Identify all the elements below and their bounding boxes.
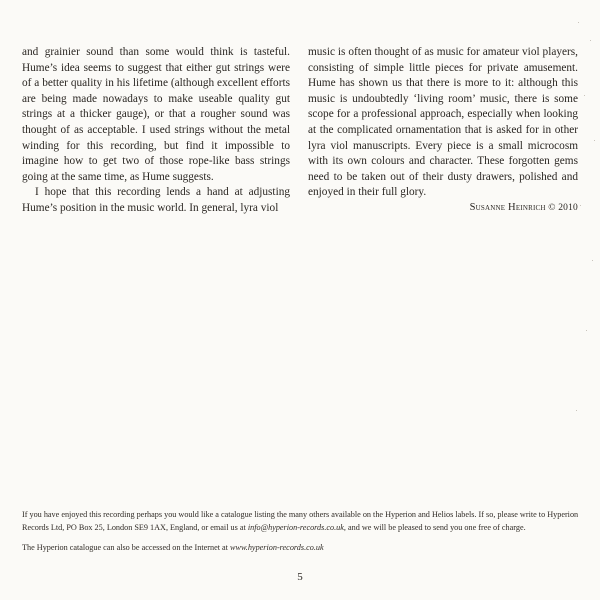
- catalogue-text-end: , and we will be pleased to send you one free of charge.: [343, 522, 526, 532]
- left-paragraph-2: I hope that this recording lends a hand at adjusting Hume’s position in the music world. In general, lyra viol: [22, 186, 290, 214]
- email-link[interactable]: info@hyperion-records.co.uk: [247, 522, 344, 532]
- paper-texture: [570, 0, 600, 600]
- right-paragraph-1: music is often thought of as music for amateur viol players, consisting of simple little pieces for private amusement. Hume has shown us that there is more to it: although this music is undoubtedly ‘living room’ music, there is some scope for a professional approach, especially when looking at the complicated ornamentation that is asked for in other lyra viol manuscripts. Every piece is a small microcosm with its own colours and character. These forgotten gems need to be taken out of their dusty drawers, polished and enjoyed in their full glory.: [308, 46, 578, 199]
- internet-text: The Hyperion catalogue can also be accessed on the Internet at: [22, 543, 228, 553]
- left-paragraph-1: and grainier sound than some would think is tasteful. Hume’s idea seems to suggest that either gut strings were of a better quality in his lifetime (although excellent efforts are being made nowadays to make useable quality gut strings at a thicker gauge), or that a rougher sound was thought of as acceptable. I used strings without the metal winding for this recording, but find it impossible to imagine how to get two of those rope-like bass strings going at the same time, as Hume suggests.: [22, 46, 290, 183]
- catalogue-paragraph: [22, 509, 582, 534]
- catalogue-footer: [22, 509, 582, 555]
- page-number: 5: [297, 571, 303, 583]
- author-signature: [308, 201, 578, 215]
- right-column: [308, 45, 578, 215]
- signature-name: Susanne Heinrich: [469, 201, 546, 213]
- signature-year: © 2010: [548, 202, 578, 213]
- internet-paragraph: [22, 542, 582, 555]
- left-column: [22, 45, 290, 217]
- catalogue-text: If you have enjoyed this recording perhaps you would like a catalogue listing the many others available on the Hyperion and Helios labels. If so, please write to Hyperion Records Ltd, PO Box 25, London SE9 1AX, England, or email us at: [22, 510, 579, 532]
- website-link[interactable]: www.hyperion-records.co.uk: [230, 543, 324, 553]
